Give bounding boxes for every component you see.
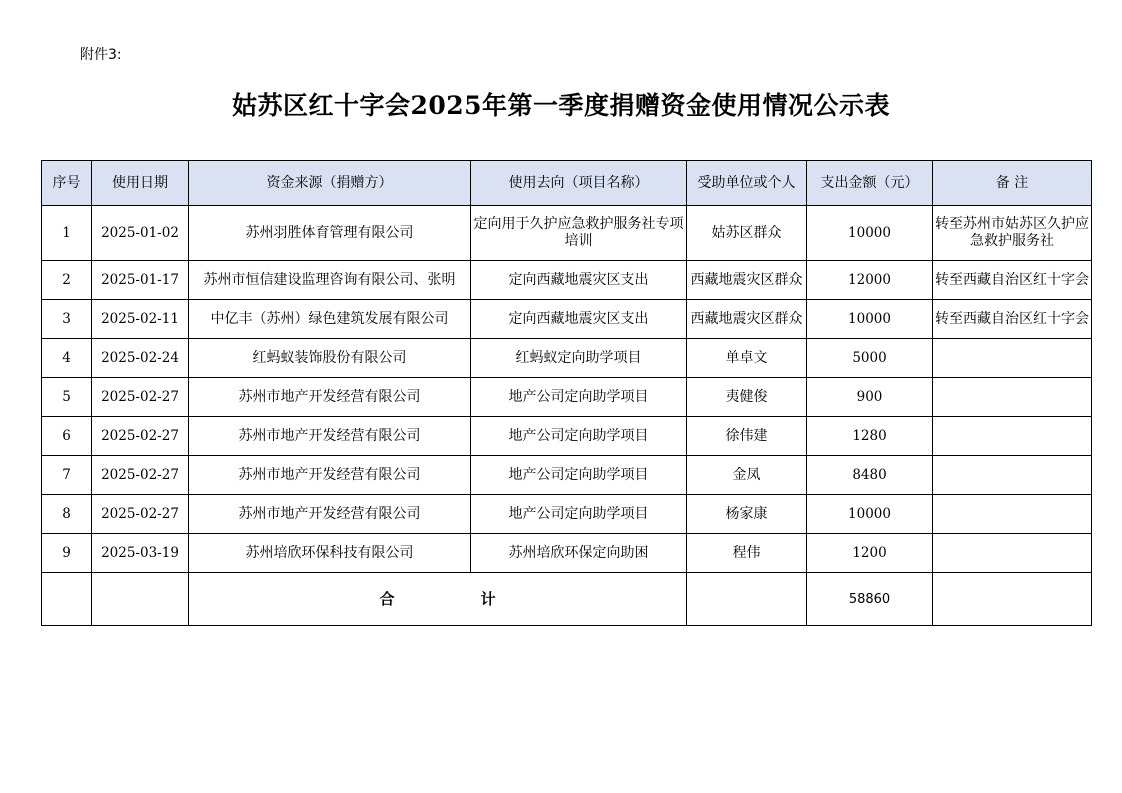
cell-date: 2025-01-17	[92, 261, 189, 300]
total-label-b: 计	[480, 589, 496, 608]
table-header-row	[42, 161, 1092, 206]
cell-recipient: 单卓文	[687, 339, 807, 378]
cell-amount: 900	[807, 378, 933, 417]
cell-no: 9	[42, 534, 92, 573]
total-row	[42, 573, 1092, 626]
cell-recipient: 徐伟建	[687, 417, 807, 456]
donation-usage-table	[41, 160, 1092, 626]
cell-note	[933, 456, 1092, 495]
header-use: 使用去向（项目名称）	[471, 161, 687, 206]
cell-recipient: 杨家康	[687, 495, 807, 534]
cell-recipient: 程伟	[687, 534, 807, 573]
cell-amount: 10000	[807, 495, 933, 534]
cell-use: 定向西藏地震灾区支出	[471, 261, 687, 300]
cell-date: 2025-02-11	[92, 300, 189, 339]
cell-recipient: 夷健俊	[687, 378, 807, 417]
table-row	[42, 378, 1092, 417]
table-row	[42, 300, 1092, 339]
cell-no: 6	[42, 417, 92, 456]
cell-source: 中亿丰（苏州）绿色建筑发展有限公司	[189, 300, 471, 339]
cell-no: 4	[42, 339, 92, 378]
cell-source: 苏州市地产开发经营有限公司	[189, 378, 471, 417]
cell-source: 苏州培欣环保科技有限公司	[189, 534, 471, 573]
total-cell-recipient	[687, 573, 807, 626]
cell-amount: 1280	[807, 417, 933, 456]
table-row	[42, 534, 1092, 573]
cell-note	[933, 339, 1092, 378]
cell-source: 苏州市地产开发经营有限公司	[189, 456, 471, 495]
cell-recipient: 西藏地震灾区群众	[687, 261, 807, 300]
cell-note	[933, 534, 1092, 573]
total-cell-note	[933, 573, 1092, 626]
cell-source: 苏州市地产开发经营有限公司	[189, 417, 471, 456]
cell-recipient: 西藏地震灾区群众	[687, 300, 807, 339]
attachment-label: 附件3:	[80, 47, 122, 63]
cell-recipient: 金凤	[687, 456, 807, 495]
total-cell-no	[42, 573, 92, 626]
header-recipient: 受助单位或个人	[687, 161, 807, 206]
cell-no: 2	[42, 261, 92, 300]
cell-use: 红蚂蚁定向助学项目	[471, 339, 687, 378]
page-title: 姑苏区红十字会2025年第一季度捐赠资金使用情况公示表	[231, 91, 891, 120]
cell-date: 2025-02-27	[92, 456, 189, 495]
cell-date: 2025-02-27	[92, 417, 189, 456]
cell-use: 定向用于久护应急救护服务社专项培训	[471, 206, 687, 261]
table-row	[42, 339, 1092, 378]
total-cell-date	[92, 573, 189, 626]
cell-note: 转至苏州市姑苏区久护应急救护服务社	[933, 206, 1092, 261]
cell-date: 2025-02-24	[92, 339, 189, 378]
cell-amount: 8480	[807, 456, 933, 495]
cell-date: 2025-02-27	[92, 495, 189, 534]
cell-no: 5	[42, 378, 92, 417]
cell-amount: 12000	[807, 261, 933, 300]
total-amount: 58860	[807, 573, 933, 626]
cell-no: 1	[42, 206, 92, 261]
cell-no: 8	[42, 495, 92, 534]
cell-date: 2025-03-19	[92, 534, 189, 573]
cell-amount: 1200	[807, 534, 933, 573]
cell-no: 3	[42, 300, 92, 339]
cell-amount: 10000	[807, 206, 933, 261]
cell-use: 地产公司定向助学项目	[471, 495, 687, 534]
table-row	[42, 456, 1092, 495]
cell-source: 苏州市地产开发经营有限公司	[189, 495, 471, 534]
cell-source: 红蚂蚁装饰股份有限公司	[189, 339, 471, 378]
cell-date: 2025-01-02	[92, 206, 189, 261]
total-label	[189, 573, 687, 626]
cell-source: 苏州市恒信建设监理咨询有限公司、张明	[189, 261, 471, 300]
cell-use: 地产公司定向助学项目	[471, 456, 687, 495]
cell-note	[933, 417, 1092, 456]
cell-amount: 5000	[807, 339, 933, 378]
cell-use: 地产公司定向助学项目	[471, 417, 687, 456]
header-note: 备 注	[933, 161, 1092, 206]
table-row	[42, 206, 1092, 261]
header-amount: 支出金额（元）	[807, 161, 933, 206]
total-label-a: 合	[379, 589, 395, 608]
cell-recipient: 姑苏区群众	[687, 206, 807, 261]
table-row	[42, 495, 1092, 534]
table-row	[42, 417, 1092, 456]
cell-source: 苏州羽胜体育管理有限公司	[189, 206, 471, 261]
cell-no: 7	[42, 456, 92, 495]
cell-note	[933, 495, 1092, 534]
cell-use: 地产公司定向助学项目	[471, 378, 687, 417]
cell-amount: 10000	[807, 300, 933, 339]
header-source: 资金来源（捐赠方）	[189, 161, 471, 206]
cell-note: 转至西藏自治区红十字会	[933, 261, 1092, 300]
cell-note	[933, 378, 1092, 417]
header-no: 序号	[42, 161, 92, 206]
cell-date: 2025-02-27	[92, 378, 189, 417]
table-row	[42, 261, 1092, 300]
cell-use: 定向西藏地震灾区支出	[471, 300, 687, 339]
header-date: 使用日期	[92, 161, 189, 206]
cell-use: 苏州培欣环保定向助困	[471, 534, 687, 573]
cell-note: 转至西藏自治区红十字会	[933, 300, 1092, 339]
